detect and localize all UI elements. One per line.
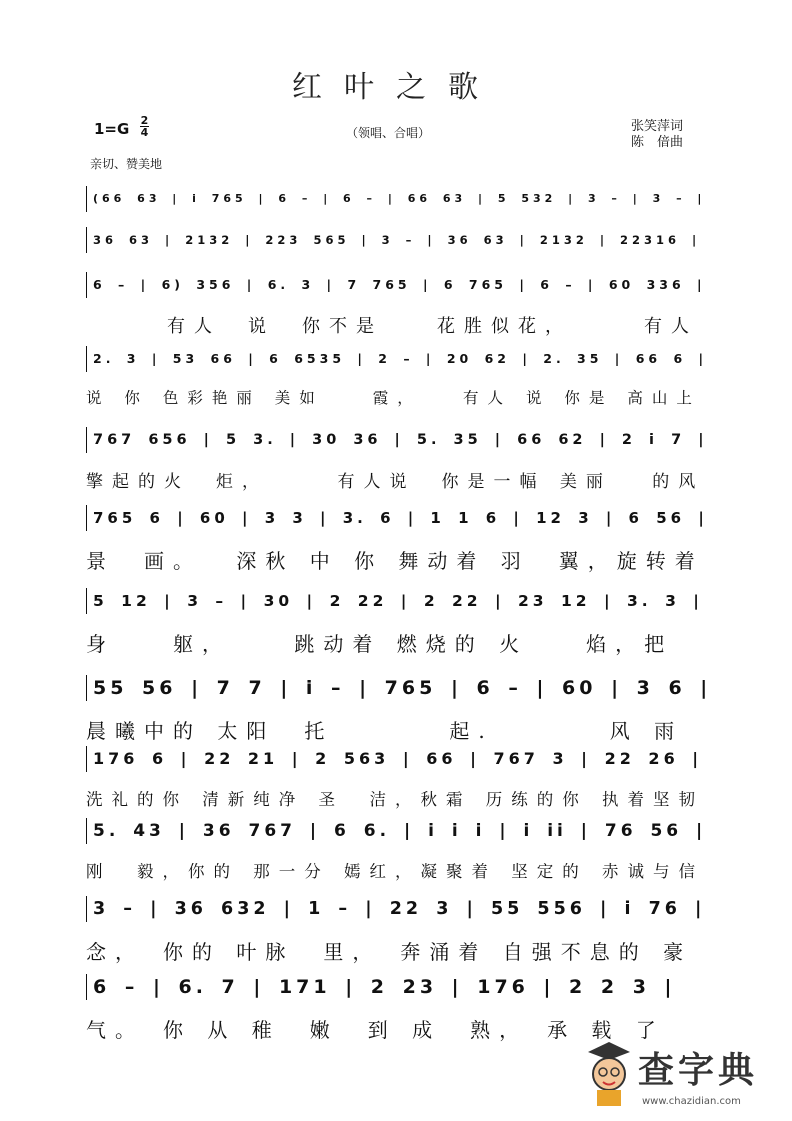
lyric-row: 说 你 色彩艳丽 美如 霞， 有人 说 你是 高山上 (86, 389, 701, 407)
watermark-brand: 查字典 (638, 1050, 759, 1091)
mascot-icon (582, 1038, 636, 1110)
notation-row: 765 6 | 60 | 3 3 | 3. 6 | 1 1 6 | 12 3 | 6 56 | (93, 509, 708, 527)
score-system (86, 272, 716, 337)
score-system (86, 896, 716, 964)
score-system (86, 227, 716, 253)
score-system (86, 974, 716, 1042)
composer-credit: 陈 偣曲 (631, 135, 684, 150)
notation-row: 3 – | 36 632 | 1 – | 22 3 | 55 556 | i 76 | (93, 899, 706, 919)
time-signature-top: 2 (140, 114, 149, 127)
score-system (86, 427, 716, 492)
lyric-row: 有人 说 你不是 花胜似花， 有人 (86, 316, 698, 337)
staff-line (86, 227, 716, 253)
lyric-row: 刚 毅，你的 那一分 嫣红，凝聚着 坚定的 赤诚与信 (86, 862, 704, 881)
staff-line (86, 588, 716, 614)
lyric-row: 洗礼的你 清新纯净 圣 洁，秋霜 历练的你 执着坚韧 (86, 790, 704, 809)
notation-row: 55 56 | 7 7 | i – | 765 | 6 – | 60 | 3 6 | (93, 677, 712, 699)
notation-row: 6 – | 6) 356 | 6. 3 | 7 765 | 6 765 | 6 – | 60 336 | (93, 277, 706, 292)
expression-mark: 亲切、赞美地 (90, 157, 163, 171)
staff-line (86, 272, 716, 298)
score-system (86, 746, 716, 809)
staff-line (86, 818, 716, 844)
notation-row: (66 63 | i 765 | 6 – | 6 – | 66 63 | 5 532 | 3 – | 3 – | (93, 192, 706, 205)
lyric-row: 身 躯， 跳动着 燃烧的 火 焰，把 (86, 632, 674, 656)
notation-row: 36 63 | 2132 | 223 565 | 3 – | 36 63 | 2132 | 22316 | (93, 233, 701, 247)
notation-row: 6 – | 6. 7 | 171 | 2 23 | 176 | 2 2 3 | (93, 976, 676, 998)
staff-line (86, 974, 716, 1000)
score-system (86, 505, 716, 573)
lyric-row: 擎起的火 炬， 有人说 你是一幅 美丽 的风 (86, 472, 705, 492)
lyric-row: 晨曦中的 太阳 托 起. 风 雨 (86, 719, 684, 743)
song-title: 红叶之歌 (292, 70, 500, 105)
lyric-row: 景 画。 深秋 中 你 舞动着 羽 翼，旋转着 (86, 549, 704, 573)
score-system (86, 588, 716, 656)
staff-line (86, 896, 716, 922)
lyricist-credit: 张笑萍词 (631, 119, 684, 134)
notation-row: 767 656 | 5 3. | 30 36 | 5. 35 | 66 62 | 2 i 7 | (93, 432, 708, 448)
staff-line (86, 427, 716, 453)
time-signature-bottom: 4 (140, 126, 149, 139)
score-system (86, 186, 716, 212)
staff-line (86, 346, 716, 372)
notation-row: 2. 3 | 53 66 | 6 6535 | 2 – | 20 62 | 2. 35 | 66 6 | (93, 351, 708, 366)
lyric-row: 念， 你的 叶脉 里， 奔涌着 自强不息的 豪 (86, 940, 693, 964)
key-signature: 1=G (94, 120, 130, 138)
notation-row: 5. 43 | 36 767 | 6 6. | i i i | i ii | 76 56 | (93, 821, 707, 841)
performance-note: （领唱、合唱） (346, 126, 431, 140)
score-system (86, 818, 716, 881)
score-system (86, 675, 716, 743)
watermark-logo (582, 1036, 778, 1116)
lyric-row: 气。 你 从 稚 嫩 到 成 熟， 承 载 了 (86, 1018, 665, 1042)
notation-row: 176 6 | 22 21 | 2 563 | 66 | 767 3 | 22 26 | (93, 749, 703, 768)
staff-line (86, 186, 716, 212)
notation-row: 5 12 | 3 – | 30 | 2 22 | 2 22 | 23 12 | 3. 3 | (93, 592, 703, 610)
staff-line (86, 746, 716, 772)
time-signature (140, 115, 149, 138)
staff-line (86, 505, 716, 531)
watermark-url: www.chazidian.com (642, 1096, 741, 1107)
staff-line (86, 675, 716, 701)
score-system (86, 346, 716, 407)
